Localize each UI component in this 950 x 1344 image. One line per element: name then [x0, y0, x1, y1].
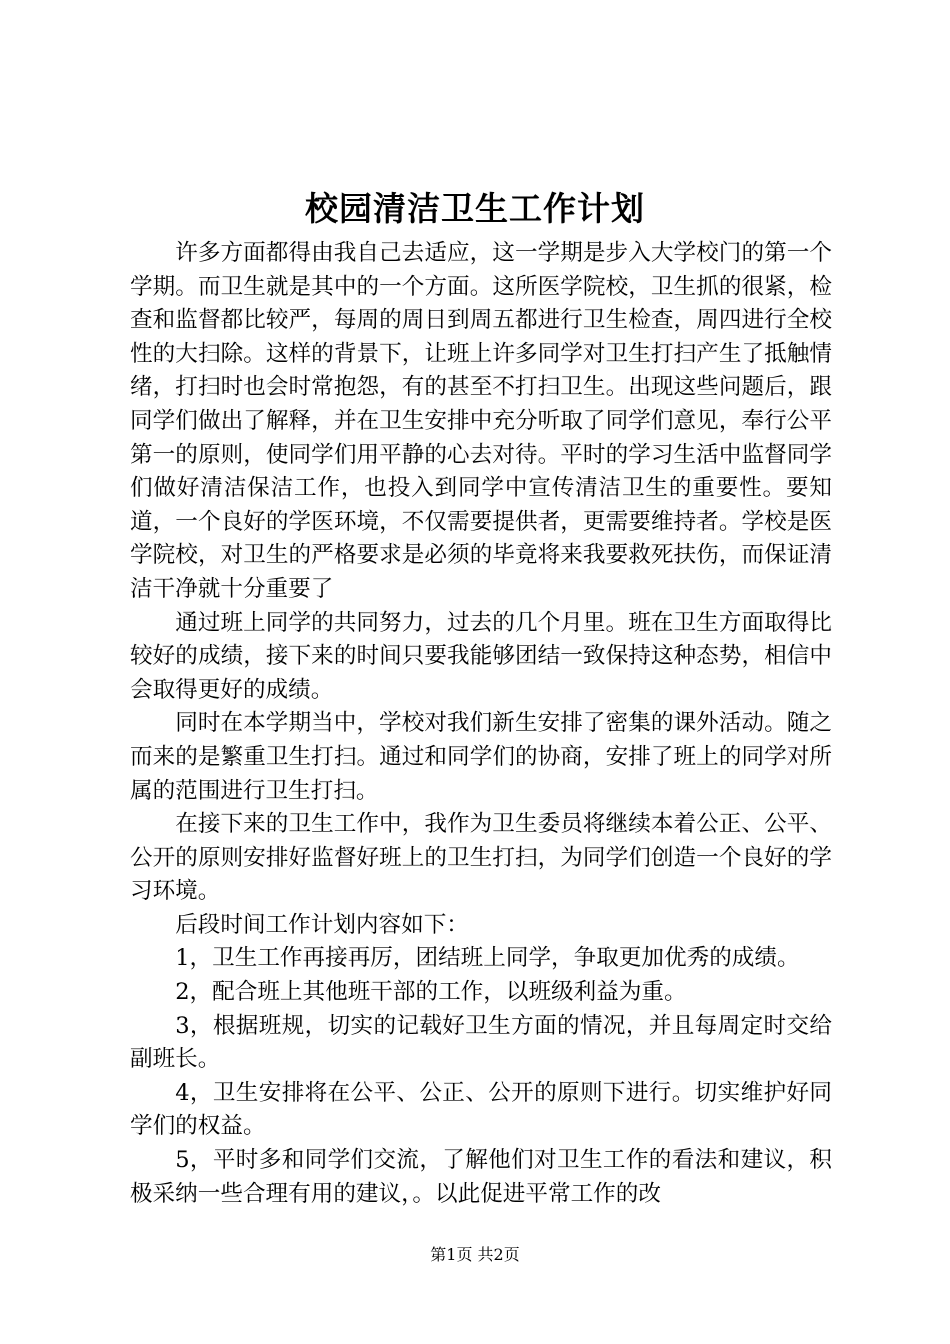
document-title: 校园清洁卫生工作计划 — [305, 189, 645, 228]
paragraph-results: 通过班上同学的共同努力，过去的几个月里。班在卫生方面取得比较好的成绩，接下来的时间只要我能够团结一致保持这种态势，相信中会取得更好的成绩。 — [130, 609, 832, 703]
plan-item-1: 1，卫生工作再接再厉，团结班上同学，争取更加优秀的成绩。 — [175, 945, 800, 972]
page-footer: 第1页 共2页 — [430, 1245, 520, 1264]
plan-item-4: 4，卫生安排将在公平、公正、公开的原则下进行。切实维护好同学们的权益。 — [130, 1079, 832, 1140]
plan-item-5: 5，平时多和同学们交流，了解他们对卫生工作的看法和建议，积极采纳一些合理有用的建议，。以此促进平常工作的改 — [130, 1147, 832, 1207]
plan-item-3: 3，根据班规，切实的记载好卫生方面的情况，并且每周定时交给副班长。 — [130, 1012, 832, 1073]
paragraph-plan-heading: 后段时间工作计划内容如下： — [175, 911, 469, 938]
paragraph-commitment: 在接下来的卫生工作中，我作为卫生委员将继续本着公正、公平、公开的原则安排好监督好班上的卫生打扫，为同学们创造一个良好的学习环境。 — [130, 811, 832, 905]
paragraph-intro: 许多方面都得由我自己去适应，这一学期是步入大学校门的第一个学期。而卫生就是其中的一个方面。这所医学院校，卫生抓的很紧，检查和监督都比较严，每周的周日到周五都进行卫生检查，周四进行全校性的大扫除。这样的背景下，让班上许多同学对卫生打扫产生了抵触情绪，打扫时也会时常抱怨，有的甚至不打扫卫生。出现这些问题后，跟同学们做出了解释，并在卫生安排中充分听取了同学们意见，奉行公平第一的原则，使同学们用平静的心去对待。平时的学习生活中监督同学们做好清洁保洁工作，也投入到同学中宣传清洁卫生的重要性。要知道，一个良好的学医环境，不仅需要提供者，更需要维持者。学校是医学院校，对卫生的严格要求是必须的毕竟将来我要救死扶伤，而保证清洁干净就十分重要了 — [130, 240, 832, 602]
paragraph-activities: 同时在本学期当中，学校对我们新生安排了密集的课外活动。随之而来的是繁重卫生打扫。通过和同学们的协商，安排了班上的同学对所属的范围进行卫生打扫。 — [130, 710, 832, 804]
plan-item-2: 2，配合班上其他班干部的工作，以班级利益为重。 — [175, 979, 687, 1006]
document-body — [130, 237, 832, 1211]
